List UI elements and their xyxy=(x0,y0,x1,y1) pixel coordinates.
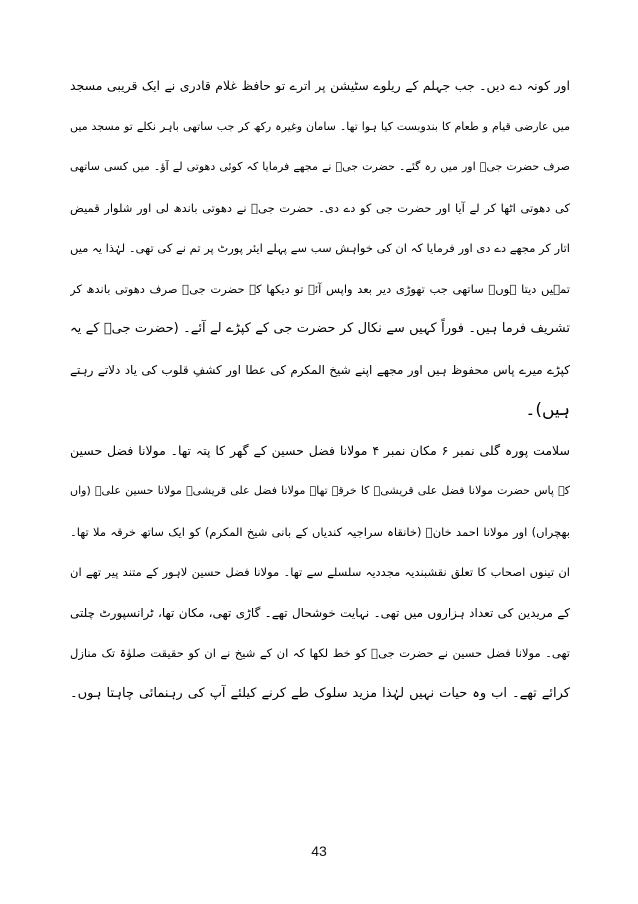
text-line: ہیں)۔ xyxy=(525,400,570,420)
text-line: کپڑے میرے پاس محفوظ ہیں اور مجھے اپنے شیخ المکرم کی عطا اور کشفِ قلوب کی یاد دلاتے رہتے xyxy=(70,362,570,377)
text-line: تمہیں دیتا ہوں۔ ساتھی جب تھوڑی دیر بعد واپس آئے تو دیکھا کہ حضرت جیؒ صرف دھوتی باندھ کر xyxy=(70,281,570,296)
page-number: 43 xyxy=(311,843,327,859)
text-line: کے مریدین کی تعداد ہزاروں میں تھی۔ نہایت خوشحال تھے۔ گاڑی تھی، مکان تھا، ٹرانسپورٹ چلتی xyxy=(70,605,570,620)
text-line: اور کونہ دے دیں۔ جب جہلم کے ریلوے سٹیشن پر اترے تو حافظ غلام قادری نے ایک قریبی مسجد xyxy=(70,78,570,93)
text-line: بھچراں) اور مولانا احمد خانؒ (خانقاہ سراجیہ کندیاں کے بانی شیخ المکرم) کو ایک ساتھ خرقہ ملا تھا۔ xyxy=(70,524,570,539)
text-line: کے پاس حضرت مولانا فضل علی قریشیؒ کا خرقہ تھا۔ مولانا فضل علی قریشیؒ مولانا حسین علیؒ (واں xyxy=(70,484,570,497)
body-text xyxy=(70,66,570,714)
text-line: کی دھوتی اٹھا کر لے آیا اور حضرت جی کو دے دی۔ حضرت جیؒ نے دھوتی باندھ لی اور شلوار قمیض xyxy=(70,200,570,215)
text-line: ان تینوں اصحاب کا تعلق نقشبندیہ مجددیہ سلسلے سے تھا۔ مولانا فضل حسین لاہور کے متند پیر تھے ان xyxy=(70,565,570,579)
text-line: کرائے تھے۔ اب وہ حیات نہیں لہٰذا مزید سلوک طے کرنے کیلئے آپ کی رہنمائی چاہتا ہوں۔ xyxy=(70,685,570,701)
text-line: صرف حضرت جیؒ اور میں رہ گئے۔ حضرت جیؒ نے مجھے فرمایا کہ کوئی دھوتی لے آؤ۔ میں کسی ساتھی xyxy=(70,160,570,173)
text-line: اتار کر مجھے دے دی اور فرمایا کہ ان کی خواہش سب سے پہلے ایئر پورٹ پر تم نے کی تھی۔ لہٰذا یہ میں xyxy=(70,241,570,255)
paragraph-2 xyxy=(70,431,570,715)
text-line: سلامت پورہ گلی نمبر ۶ مکان نمبر ۴ مولانا فضل حسین کے گھر کا پتہ تھا۔ مولانا فضل حسین xyxy=(70,442,570,458)
text-line: میں عارضی قیام و طعام کا بندوبست کیا ہوا تھا۔ سامان وغیرہ رکھ کر جب ساتھی باہر نکلے تو مسجد میں xyxy=(70,119,570,133)
text-line: تھی۔ مولانا فضل حسین نے حضرت جیؒ کو خط لکھا کہ ان کے شیخ نے ان کو حقیقت صلوٰۃ تک منازل xyxy=(70,646,570,660)
text-line: تشریف فرما ہیں۔ فوراً کہیں سے نکال کر حضرت جی کے کپڑے لے آئے۔ (حضرت جیؒ کے یہ xyxy=(70,321,570,336)
paragraph-1 xyxy=(70,66,570,431)
